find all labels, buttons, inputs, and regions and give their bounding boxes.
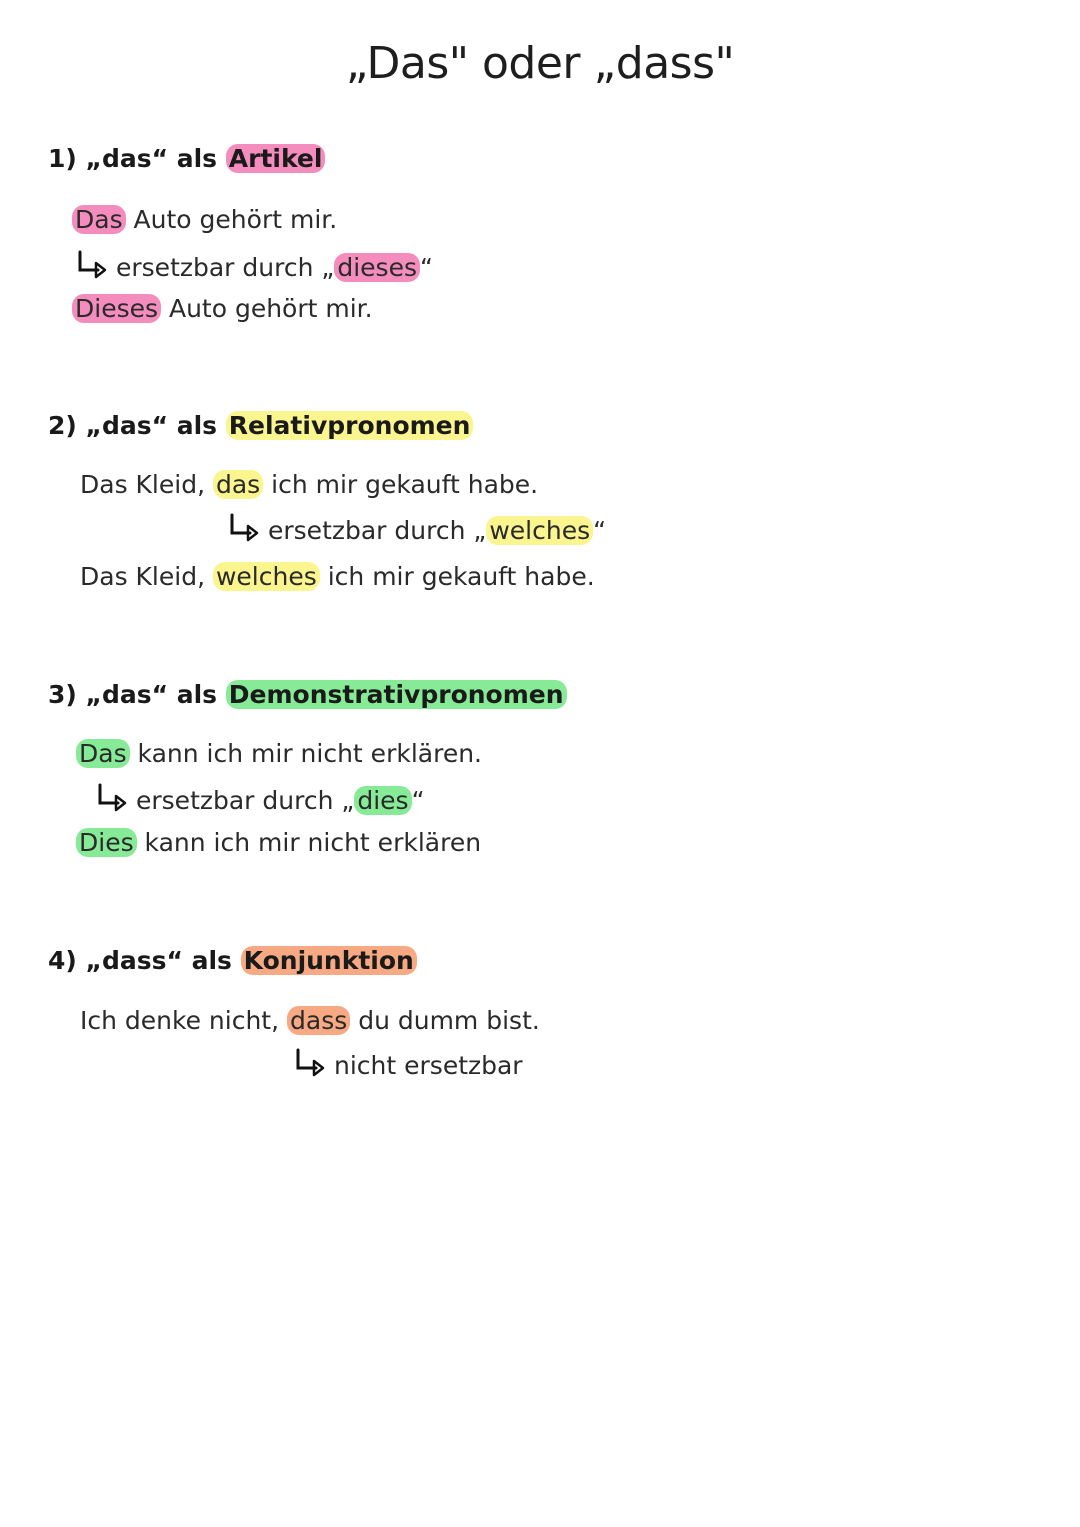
- section-4-example-pre: Ich denke nicht,: [80, 1006, 287, 1035]
- section-1-example-highlight: Das: [72, 205, 126, 234]
- section-2-replacement-highlight: welches: [213, 562, 320, 591]
- section-2-hint: [228, 513, 606, 545]
- section-3-hint-highlight: dies: [354, 786, 411, 815]
- section-4-example: [80, 1006, 540, 1035]
- page-title: „Das" oder „dass": [345, 38, 735, 89]
- turn-arrow-icon: [228, 513, 260, 543]
- section-1-replacement-highlight: Dieses: [72, 294, 161, 323]
- section-4-heading-term: Konjunktion: [241, 946, 417, 975]
- section-4-heading-prefix: 4) „dass“ als: [48, 946, 232, 975]
- section-1-example: [72, 205, 337, 234]
- section-2-example-rest: ich mir gekauft habe.: [263, 470, 539, 499]
- section-2-heading-term: Relativpronomen: [226, 411, 474, 440]
- section-4-heading: [48, 946, 417, 975]
- turn-arrow-icon: [96, 783, 128, 813]
- section-2-replacement-pre: Das Kleid,: [80, 562, 213, 591]
- section-1-hint: [76, 250, 433, 282]
- section-3-hint-post: “: [411, 786, 425, 815]
- section-3-example-rest: kann ich mir nicht erklären.: [129, 739, 482, 768]
- section-1-replacement: [72, 294, 373, 323]
- section-2-example-highlight: das: [213, 470, 263, 499]
- section-1-hint-pre: ersetzbar durch „: [116, 253, 335, 282]
- section-2-replacement-rest: ich mir gekauft habe.: [319, 562, 595, 591]
- section-3-heading-prefix: 3) „das“ als: [48, 680, 218, 709]
- section-3-example-highlight: Das: [76, 739, 130, 768]
- section-3-example: [76, 739, 482, 768]
- section-1-heading-prefix: 1) „das“ als: [48, 144, 218, 173]
- section-2-heading: [48, 411, 473, 440]
- section-1-replacement-rest: Auto gehört mir.: [161, 294, 373, 323]
- section-1-hint-highlight: dieses: [334, 253, 420, 282]
- section-2-hint-pre: ersetzbar durch „: [268, 516, 487, 545]
- section-4-hint-text: nicht ersetzbar: [334, 1051, 523, 1080]
- section-3-hint-pre: ersetzbar durch „: [136, 786, 355, 815]
- section-4-hint: [294, 1048, 523, 1080]
- section-3-heading: [48, 680, 567, 709]
- turn-arrow-icon: [294, 1048, 326, 1078]
- section-4-example-rest: du dumm bist.: [350, 1006, 540, 1035]
- section-3-replacement: [76, 828, 481, 857]
- section-2-hint-post: “: [593, 516, 607, 545]
- turn-arrow-icon: [76, 250, 108, 280]
- section-2-example-pre: Das Kleid,: [80, 470, 213, 499]
- section-1-hint-post: “: [419, 253, 433, 282]
- section-3-replacement-highlight: Dies: [76, 828, 137, 857]
- section-2-replacement: [80, 562, 595, 591]
- section-2-heading-prefix: 2) „das“ als: [48, 411, 218, 440]
- section-1-heading: [48, 144, 325, 173]
- section-3-hint: [96, 783, 425, 815]
- section-3-heading-term: Demonstrativpronomen: [226, 680, 567, 709]
- section-1-example-rest: Auto gehört mir.: [125, 205, 338, 234]
- section-2-hint-highlight: welches: [486, 516, 593, 545]
- section-4-example-highlight: dass: [287, 1006, 350, 1035]
- section-2-example: [80, 470, 538, 499]
- section-1-heading-term: Artikel: [226, 144, 326, 173]
- section-3-replacement-rest: kann ich mir nicht erklären: [136, 828, 482, 857]
